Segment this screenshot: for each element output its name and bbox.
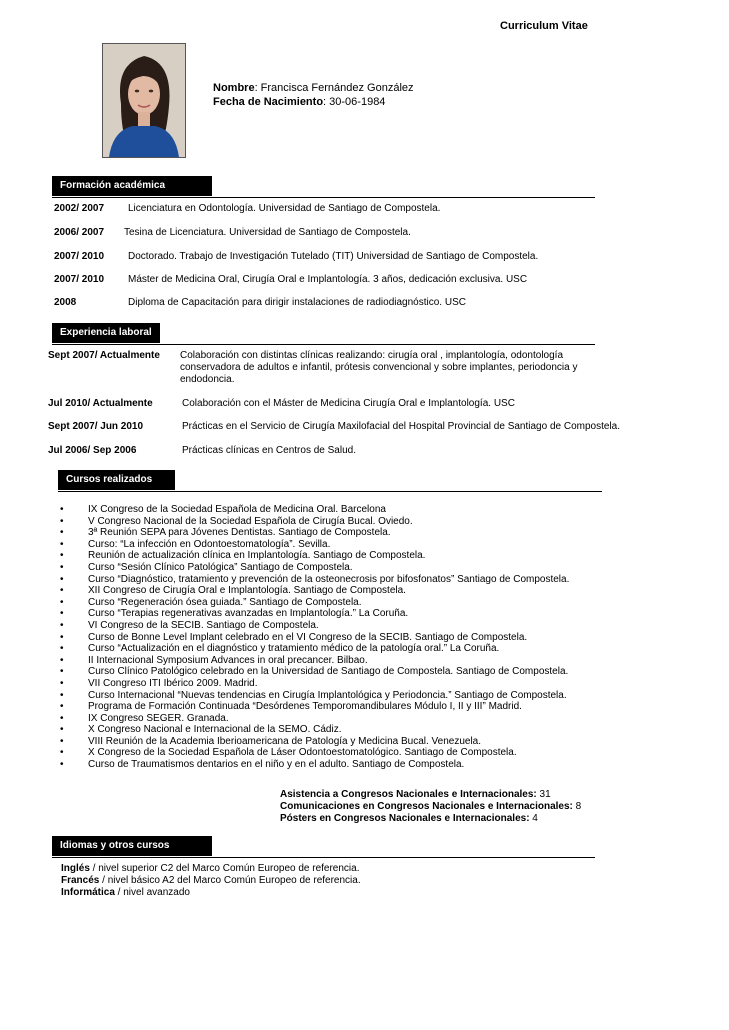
stat-line [280,813,581,825]
congress-stats [280,789,581,825]
language-label: Informática [61,887,115,898]
bullet-icon: • [60,550,64,562]
document-title: Curriculum Vitae [500,20,588,32]
bullet-icon: • [60,735,64,747]
course-item [54,666,614,678]
bullet-icon: • [60,689,64,701]
education-row [54,297,614,309]
birthdate-line [213,95,414,109]
language-line [61,887,361,899]
course-item [54,574,614,586]
course-item [54,759,614,771]
stat-line [280,801,581,813]
language-level: / nivel básico A2 del Marco Común Europeo de referencia. [99,875,361,886]
experience-date: Jul 2006/ Sep 2006 [48,445,137,456]
course-text: IX Congreso de la Sociedad Española de Medicina Oral. Barcelona [88,504,386,515]
languages-divider [52,857,595,858]
experience-desc-line: conservadora de adultos e infantil, prótesis convencional y sobre implantes, periodoncia y [180,362,578,373]
course-text: Curso: “La infección en Odontoestomatología”. Sevilla. [88,538,331,550]
stat-value: 8 [572,801,582,812]
course-text: IX Congreso SEGER. Granada. [88,712,229,724]
language-label: Francés [61,875,100,886]
courses-list [54,504,614,771]
bullet-icon: • [60,631,64,643]
course-item [54,516,614,528]
bullet-icon: • [60,712,64,724]
bullet-icon: • [60,654,64,666]
course-item [54,608,614,620]
course-text: II Internacional Symposium Advances in oral precancer. Bilbao. [88,654,368,666]
course-item [54,504,614,516]
education-desc: Tesina de Licenciatura. Universidad de Santiago de Compostela. [124,227,411,238]
experience-date: Sept 2007/ Actualmente [48,350,160,361]
course-text: V Congreso Nacional de la Sociedad Española de Cirugía Bucal. Oviedo. [88,515,413,527]
course-item [54,632,614,644]
name-line [213,81,414,95]
course-text: Curso “Diagnóstico, tratamiento y prevención de la osteonecrosis por bifosfonatos” Santiago de Compostela. [88,573,570,585]
experience-heading: Experiencia laboral [52,323,160,343]
profile-photo [102,43,186,158]
bullet-icon: • [60,573,64,585]
course-text: X Congreso de la Sociedad Española de Láser Odontoestomatológico. Santiago de Compostela. [88,747,517,759]
bullet-icon: • [60,561,64,573]
course-item [54,655,614,667]
portrait-image [103,44,185,157]
experience-desc: Colaboración con el Máster de Medicina Cirugía Oral e Implantología. USC [182,398,515,409]
course-text: Curso “Actualización en el diagnóstico y tratamiento médico de la patología oral.” La Coruña. [88,643,500,655]
bullet-icon: • [60,701,64,713]
education-row [54,227,614,239]
language-line [61,863,361,875]
bullet-icon: • [60,596,64,608]
education-desc: Diploma de Capacitación para dirigir instalaciones de radiodiagnóstico. USC [128,297,466,308]
stat-line [280,789,581,801]
education-row [54,251,614,263]
languages-heading: Idiomas y otros cursos [52,836,212,856]
bullet-icon: • [60,666,64,678]
personal-info [213,81,414,109]
languages-list [61,863,361,899]
bullet-icon: • [60,677,64,689]
course-text: X Congreso Nacional e Internacional de la SEMO. Cádiz. [88,724,342,736]
experience-divider [52,344,595,345]
bullet-icon: • [60,759,64,771]
experience-desc-line: Colaboración con distintas clínicas realizando: cirugía oral , implantología, odontología [180,350,564,361]
course-item [54,620,614,632]
experience-desc [180,350,610,386]
course-text: Curso “Sesión Clínico Patológica” Santiago de Compostela. [88,561,353,573]
education-date: 2007/ 2010 [54,251,105,262]
language-line [61,875,361,887]
education-desc: Máster de Medicina Oral, Cirugía Oral e Implantología. 3 años, dedicación exclusiva. USC [128,274,528,285]
education-date: 2007/ 2010 [54,274,105,285]
education-desc: Doctorado. Trabajo de Investigación Tutelado (TIT) Universidad de Santiago de Compostela. [128,251,539,262]
course-text: Curso “Terapias regenerativas avanzadas en Implantología.” La Coruña. [88,608,409,620]
stat-label: Comunicaciones en Congresos Nacionales e Internacionales: [280,801,573,812]
education-date: 2006/ 2007 [54,227,105,238]
course-item [54,701,614,713]
stat-value: 4 [529,813,538,824]
course-item [54,643,614,655]
stat-label: Asistencia a Congresos Nacionales e Internacionales: [280,789,537,800]
bullet-icon: • [60,619,64,631]
stat-value: 31 [536,789,551,800]
course-text: Curso Internacional “Nuevas tendencias en Cirugía Implantológica y Periodoncia.” Santiago de Compostela. [88,689,567,701]
course-item [54,585,614,597]
experience-desc: Prácticas en el Servicio de Cirugía Maxilofacial del Hospital Provincial de Santiago de Compostela. [182,421,620,432]
course-item [54,713,614,725]
course-text: VII Congreso ITI Ibérico 2009. Madrid. [88,677,258,689]
language-label: Inglés [61,863,90,874]
bullet-icon: • [60,747,64,759]
bullet-icon: • [60,608,64,620]
course-item [54,747,614,759]
courses-divider [58,491,602,492]
language-level: / nivel superior C2 del Marco Común Europeo de referencia. [89,863,360,874]
course-text: Curso Clínico Patológico celebrado en la Universidad de Santiago de Compostela. Santiago de Compostela. [88,666,569,678]
bullet-icon: • [60,515,64,527]
education-date: 2008 [54,297,77,308]
education-divider [52,197,595,198]
bullet-icon: • [60,585,64,597]
bullet-icon: • [60,538,64,550]
course-text: Curso de Bonne Level Implant celebrado en el VI Congreso de la SECIB. Santiago de Compostela. [88,631,528,643]
education-heading: Formación académica [52,176,212,196]
education-desc: Licenciatura en Odontología. Universidad de Santiago de Compostela. [128,203,441,214]
course-text: VIII Reunión de la Academia Iberioamericana de Patología y Medicina Bucal. Venezuela. [88,735,482,747]
bullet-icon: • [60,527,64,539]
course-item [54,678,614,690]
bullet-icon: • [60,504,64,515]
bullet-icon: • [60,724,64,736]
course-text: Reunión de actualización clínica en Implantología. Santiago de Compostela. [88,550,426,562]
experience-desc-line: endodoncia. [180,374,235,385]
education-row [54,274,614,286]
bullet-icon: • [60,643,64,655]
course-item [54,736,614,748]
course-item [54,527,614,539]
course-text: XII Congreso de Cirugía Oral e Implantología. Santiago de Compostela. [88,585,406,597]
course-item [54,562,614,574]
birthdate-value: : 30-06-1984 [323,96,386,108]
course-text: 3ª Reunión SEPA para Jóvenes Dentistas. Santiago de Compostela. [88,527,391,539]
courses-heading: Cursos realizados [58,470,175,490]
birthdate-label: Fecha de Nacimiento [213,96,324,108]
experience-date: Jul 2010/ Actualmente [48,398,153,409]
name-value: : Francisca Fernández González [254,82,414,94]
education-date: 2002/ 2007 [54,203,105,214]
course-item [54,597,614,609]
language-level: / nivel avanzado [114,887,190,898]
course-text: VI Congreso de la SECIB. Santiago de Compostela. [88,619,319,631]
course-text: Programa de Formación Continuada “Desórdenes Temporomandibulares Módulo I, II y III” Madrid. [88,701,522,713]
course-item [54,724,614,736]
course-text: Curso “Regeneración ósea guiada.” Santiago de Compostela. [88,596,362,608]
experience-date: Sept 2007/ Jun 2010 [48,421,144,432]
course-item [54,539,614,551]
education-row [54,203,614,215]
stat-label: Pósters en Congresos Nacionales e Internacionales: [280,813,530,824]
course-text: Curso de Traumatismos dentarios en el niño y en el adulto. Santiago de Compostela. [88,759,465,771]
name-label: Nombre [213,82,255,94]
course-item [54,690,614,702]
experience-desc: Prácticas clínicas en Centros de Salud. [182,445,356,456]
course-item [54,550,614,562]
